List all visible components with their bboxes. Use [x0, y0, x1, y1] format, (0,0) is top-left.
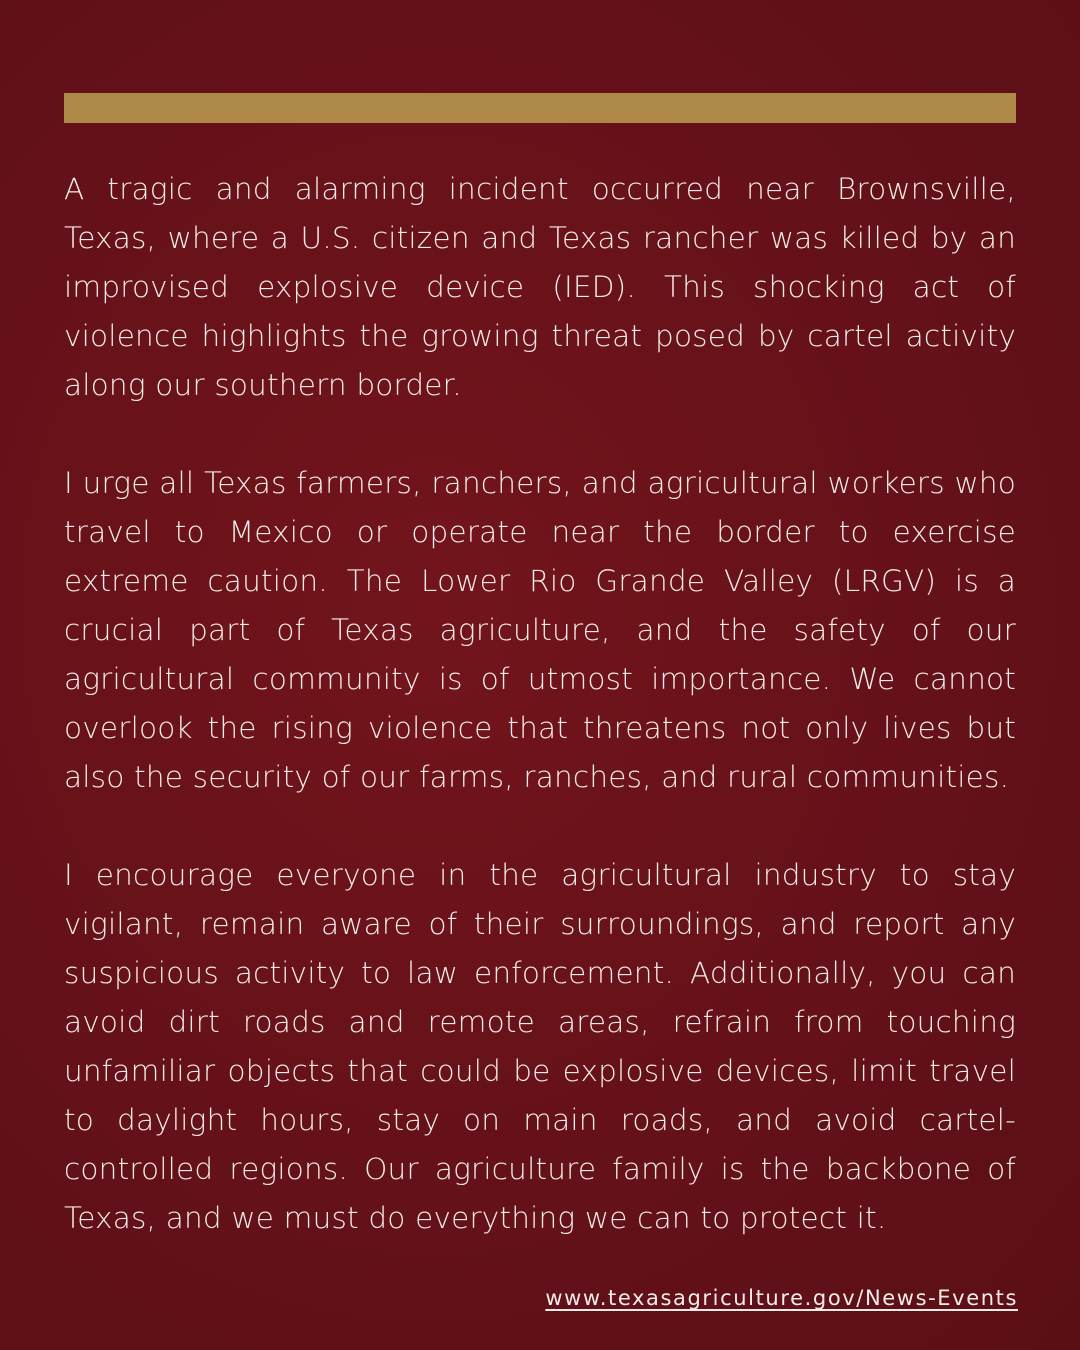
statement-body — [64, 165, 1016, 1243]
paragraph-safety-tips: I encourage everyone in the agricultural industry to stay vigilant, remain aware of their surroundings, and report any suspicious activity to law enforcement. Additionally, you can avoid dirt roads and remote areas, refrain from touching unfamiliar objects that could be explosive devices, limit travel to daylight hours, stay on main roads, and avoid cartel-controlled regions. Our agriculture family is the backbone of Texas, and we must do everything we can to protect it. — [64, 858, 1016, 1235]
paragraph-caution: I urge all Texas farmers, ranchers, and agricultural workers who travel to Mexico or operate near the border to exercise extreme caution. The Lower Rio Grande Valley (LRGV) is a crucial part of Texas agriculture, and the safety of our agricultural community is of utmost importance. We cannot overlook the rising violence that threatens not only lives but also the security of our farms, ranches, and rural communities. — [64, 466, 1016, 794]
news-events-link[interactable]: www.texasagriculture.gov/News-Events — [545, 1286, 1018, 1310]
paragraph-incident: A tragic and alarming incident occurred near Brownsville, Texas, where a U.S. citizen and Texas rancher was killed by an improvised explosive device (IED). This shocking act of violence highlights the growing threat posed by cartel activity along our southern border. — [64, 172, 1016, 402]
accent-bar — [64, 93, 1016, 123]
